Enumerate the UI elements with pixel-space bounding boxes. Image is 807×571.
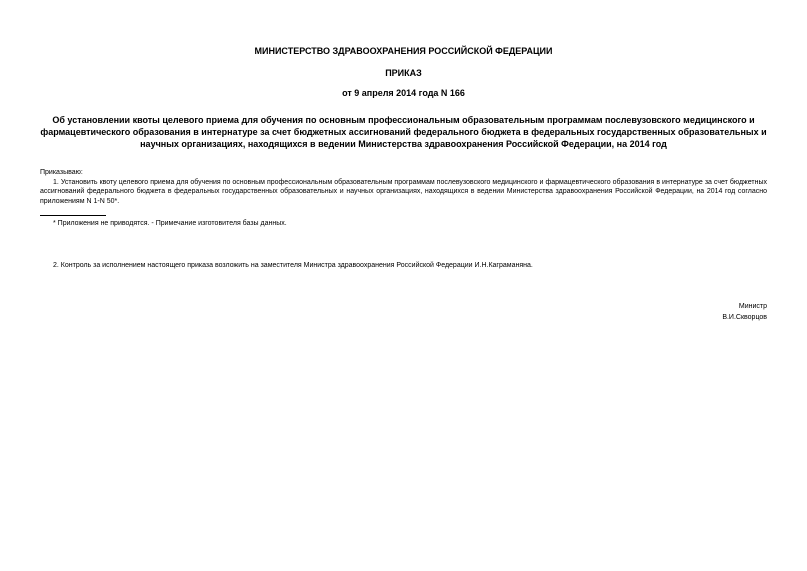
order-intro: Приказываю: (40, 169, 83, 176)
order-title: Об установлении квоты целевого приема для обучения по основным профессиональным образовательным программам послевузовского медицинского и фармацевтического образования в интернатуре за счет бюджетных ассигнований федерального бюджета в федеральных государственных образовательных и научных организациях, находящихся в ведении Министерства здравоохранения Российской Федерации, на 2014 год (40, 115, 767, 149)
footnote-divider (40, 215, 106, 216)
signature-name: В.И.Скворцов (722, 314, 767, 321)
signature-block (722, 301, 767, 323)
order-heading: ПРИКАЗ (385, 68, 422, 78)
ministry-heading: МИНИСТЕРСТВО ЗДРАВООХРАНЕНИЯ РОССИЙСКОЙ ФЕДЕРАЦИИ (254, 46, 553, 56)
order-item-1: 1. Установить квоту целевого приема для обучения по основным профессиональным образовательным программам послевузовского медицинского и фармацевтического образования в интернатуре за счет бюджетных ассигнований федерального бюджета в федеральных государственных образовательных и научных организациях, находящихся в ведении Министерства здравоохранения Российской Федерации, на 2014 год согласно приложениям N 1-N 50*. (40, 179, 767, 205)
order-date: от 9 апреля 2014 года N 166 (342, 88, 465, 98)
signature-position: Министр (738, 303, 767, 310)
footnote: * Приложения не приводятся. - Примечание изготовителя базы данных. (53, 220, 287, 227)
order-item-2: 2. Контроль за исполнением настоящего приказа возложить на заместителя Министра здравоохранения Российской Федерации И.Н.Каграманяна. (53, 262, 533, 269)
